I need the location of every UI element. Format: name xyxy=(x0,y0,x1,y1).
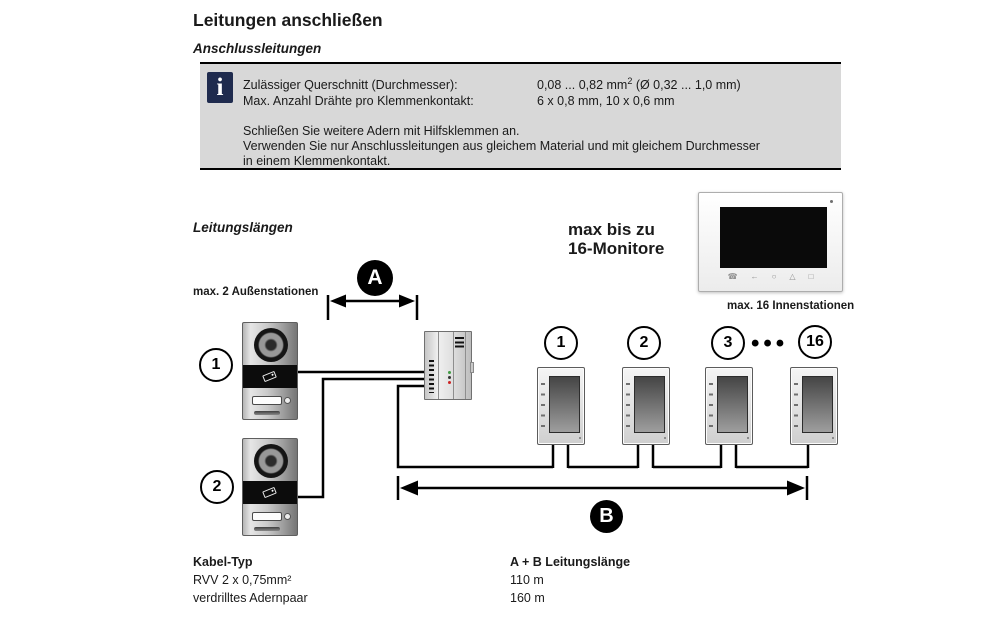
info-box xyxy=(200,62,841,170)
speaker-slot xyxy=(254,411,280,415)
monitor-screen xyxy=(720,207,827,268)
section-leitungslaengen: Leitungslängen xyxy=(193,220,293,235)
station-2-number: 2 xyxy=(200,470,234,504)
indoor-stations-label: max. 16 Innenstationen xyxy=(727,300,855,312)
outdoor-stations-label: max. 2 Außenstationen xyxy=(193,286,319,298)
cable-type-row: verdrilltes Adernpaar xyxy=(193,591,308,605)
cable-length-row: 160 m xyxy=(510,591,545,605)
status-led-green xyxy=(448,371,451,374)
spec-value: 6 x 0,8 mm, 10 x 0,6 mm xyxy=(537,94,675,109)
monitor-side-icons xyxy=(709,383,713,427)
up-icon: △ xyxy=(789,272,796,281)
card-swipe-icon xyxy=(262,487,277,498)
monitor-led xyxy=(832,437,834,439)
monitor-side-icons xyxy=(541,383,545,427)
card-reader-panel xyxy=(243,481,297,504)
call-button xyxy=(252,512,282,521)
bus-controller xyxy=(424,331,472,400)
monitor-led xyxy=(579,437,581,439)
mounting-tab xyxy=(470,362,474,373)
monitor-side-icons xyxy=(794,383,798,427)
wall-monitor-2 xyxy=(622,367,670,445)
monitor-count-note: max bis zu 16-Monitore xyxy=(568,220,665,258)
speaker-icon: ○ xyxy=(771,272,777,281)
terminal-block-top xyxy=(455,337,464,350)
monitor-2-number: 2 xyxy=(627,326,661,360)
continuation-dots: ••• xyxy=(751,330,789,357)
button-led xyxy=(284,513,291,520)
status-led-dark xyxy=(448,376,451,379)
monitor-1-number: 1 xyxy=(544,326,578,360)
spec-label: Max. Anzahl Drähte pro Klemmenkontakt: xyxy=(243,94,474,109)
back-icon: ← xyxy=(750,272,759,281)
monitor-screen xyxy=(802,376,833,433)
info-note-line: Schließen Sie weitere Adern mit Hilfsklemmen an. xyxy=(243,124,520,138)
monitor-led xyxy=(747,437,749,439)
menu-icon: □ xyxy=(808,272,814,281)
info-note-line: Verwenden Sie nur Anschlussleitungen aus gleichem Material und mit gleichem Durchmesser xyxy=(243,139,760,153)
page-title: Leitungen anschließen xyxy=(193,10,383,30)
camera-lens xyxy=(254,328,288,362)
monitor-3-number: 3 xyxy=(711,326,745,360)
outdoor-station-1 xyxy=(242,322,298,420)
panel-seam xyxy=(465,332,466,399)
station-1-number: 1 xyxy=(199,348,233,382)
spec-value: 0,08 ... 0,82 $mm^2$ (Ø 0,32 ... 1,0 mm) xyxy=(537,76,741,93)
monitor-led xyxy=(664,437,666,439)
camera-lens xyxy=(254,444,288,478)
monitor-side-icons xyxy=(626,383,630,427)
monitor-16-number: 16 xyxy=(798,325,832,359)
dimension-b-badge: B xyxy=(590,500,623,533)
monitor-screen xyxy=(634,376,665,433)
phone-icon: ☎ xyxy=(727,272,738,281)
monitor-screen xyxy=(549,376,580,433)
cable-type-header: Kabel-Typ xyxy=(193,555,253,569)
card-reader-panel xyxy=(243,365,297,388)
terminal-block-left xyxy=(429,360,434,393)
microphone-dot xyxy=(830,200,833,203)
touch-button-row xyxy=(699,273,842,281)
wall-monitor-16 xyxy=(790,367,838,445)
card-swipe-icon xyxy=(262,371,277,382)
cable-length-header: A + B Leitungslänge xyxy=(510,555,631,569)
indoor-monitor-photo xyxy=(698,192,843,292)
button-led xyxy=(284,397,291,404)
wall-monitor-3 xyxy=(705,367,753,445)
cable-length-row: 110 m xyxy=(510,573,544,587)
dimension-a-badge: A xyxy=(357,260,393,296)
spec-label: Zulässiger Querschnitt (Durchmesser): xyxy=(243,78,458,93)
speaker-slot xyxy=(254,527,280,531)
outdoor-station-2 xyxy=(242,438,298,536)
spec-row-draehte xyxy=(243,90,675,109)
panel-seam xyxy=(438,332,439,399)
wall-monitor-1 xyxy=(537,367,585,445)
status-led-red xyxy=(448,381,451,384)
info-note-line: in einem Klemmenkontakt. xyxy=(243,154,391,168)
info-icon: i xyxy=(207,72,233,103)
monitor-screen xyxy=(717,376,748,433)
panel-seam xyxy=(453,332,454,399)
call-button xyxy=(252,396,282,405)
cable-type-row: RVV 2 x 0,75mm² xyxy=(193,573,292,587)
section-anschlussleitungen: Anschlussleitungen xyxy=(193,41,322,56)
